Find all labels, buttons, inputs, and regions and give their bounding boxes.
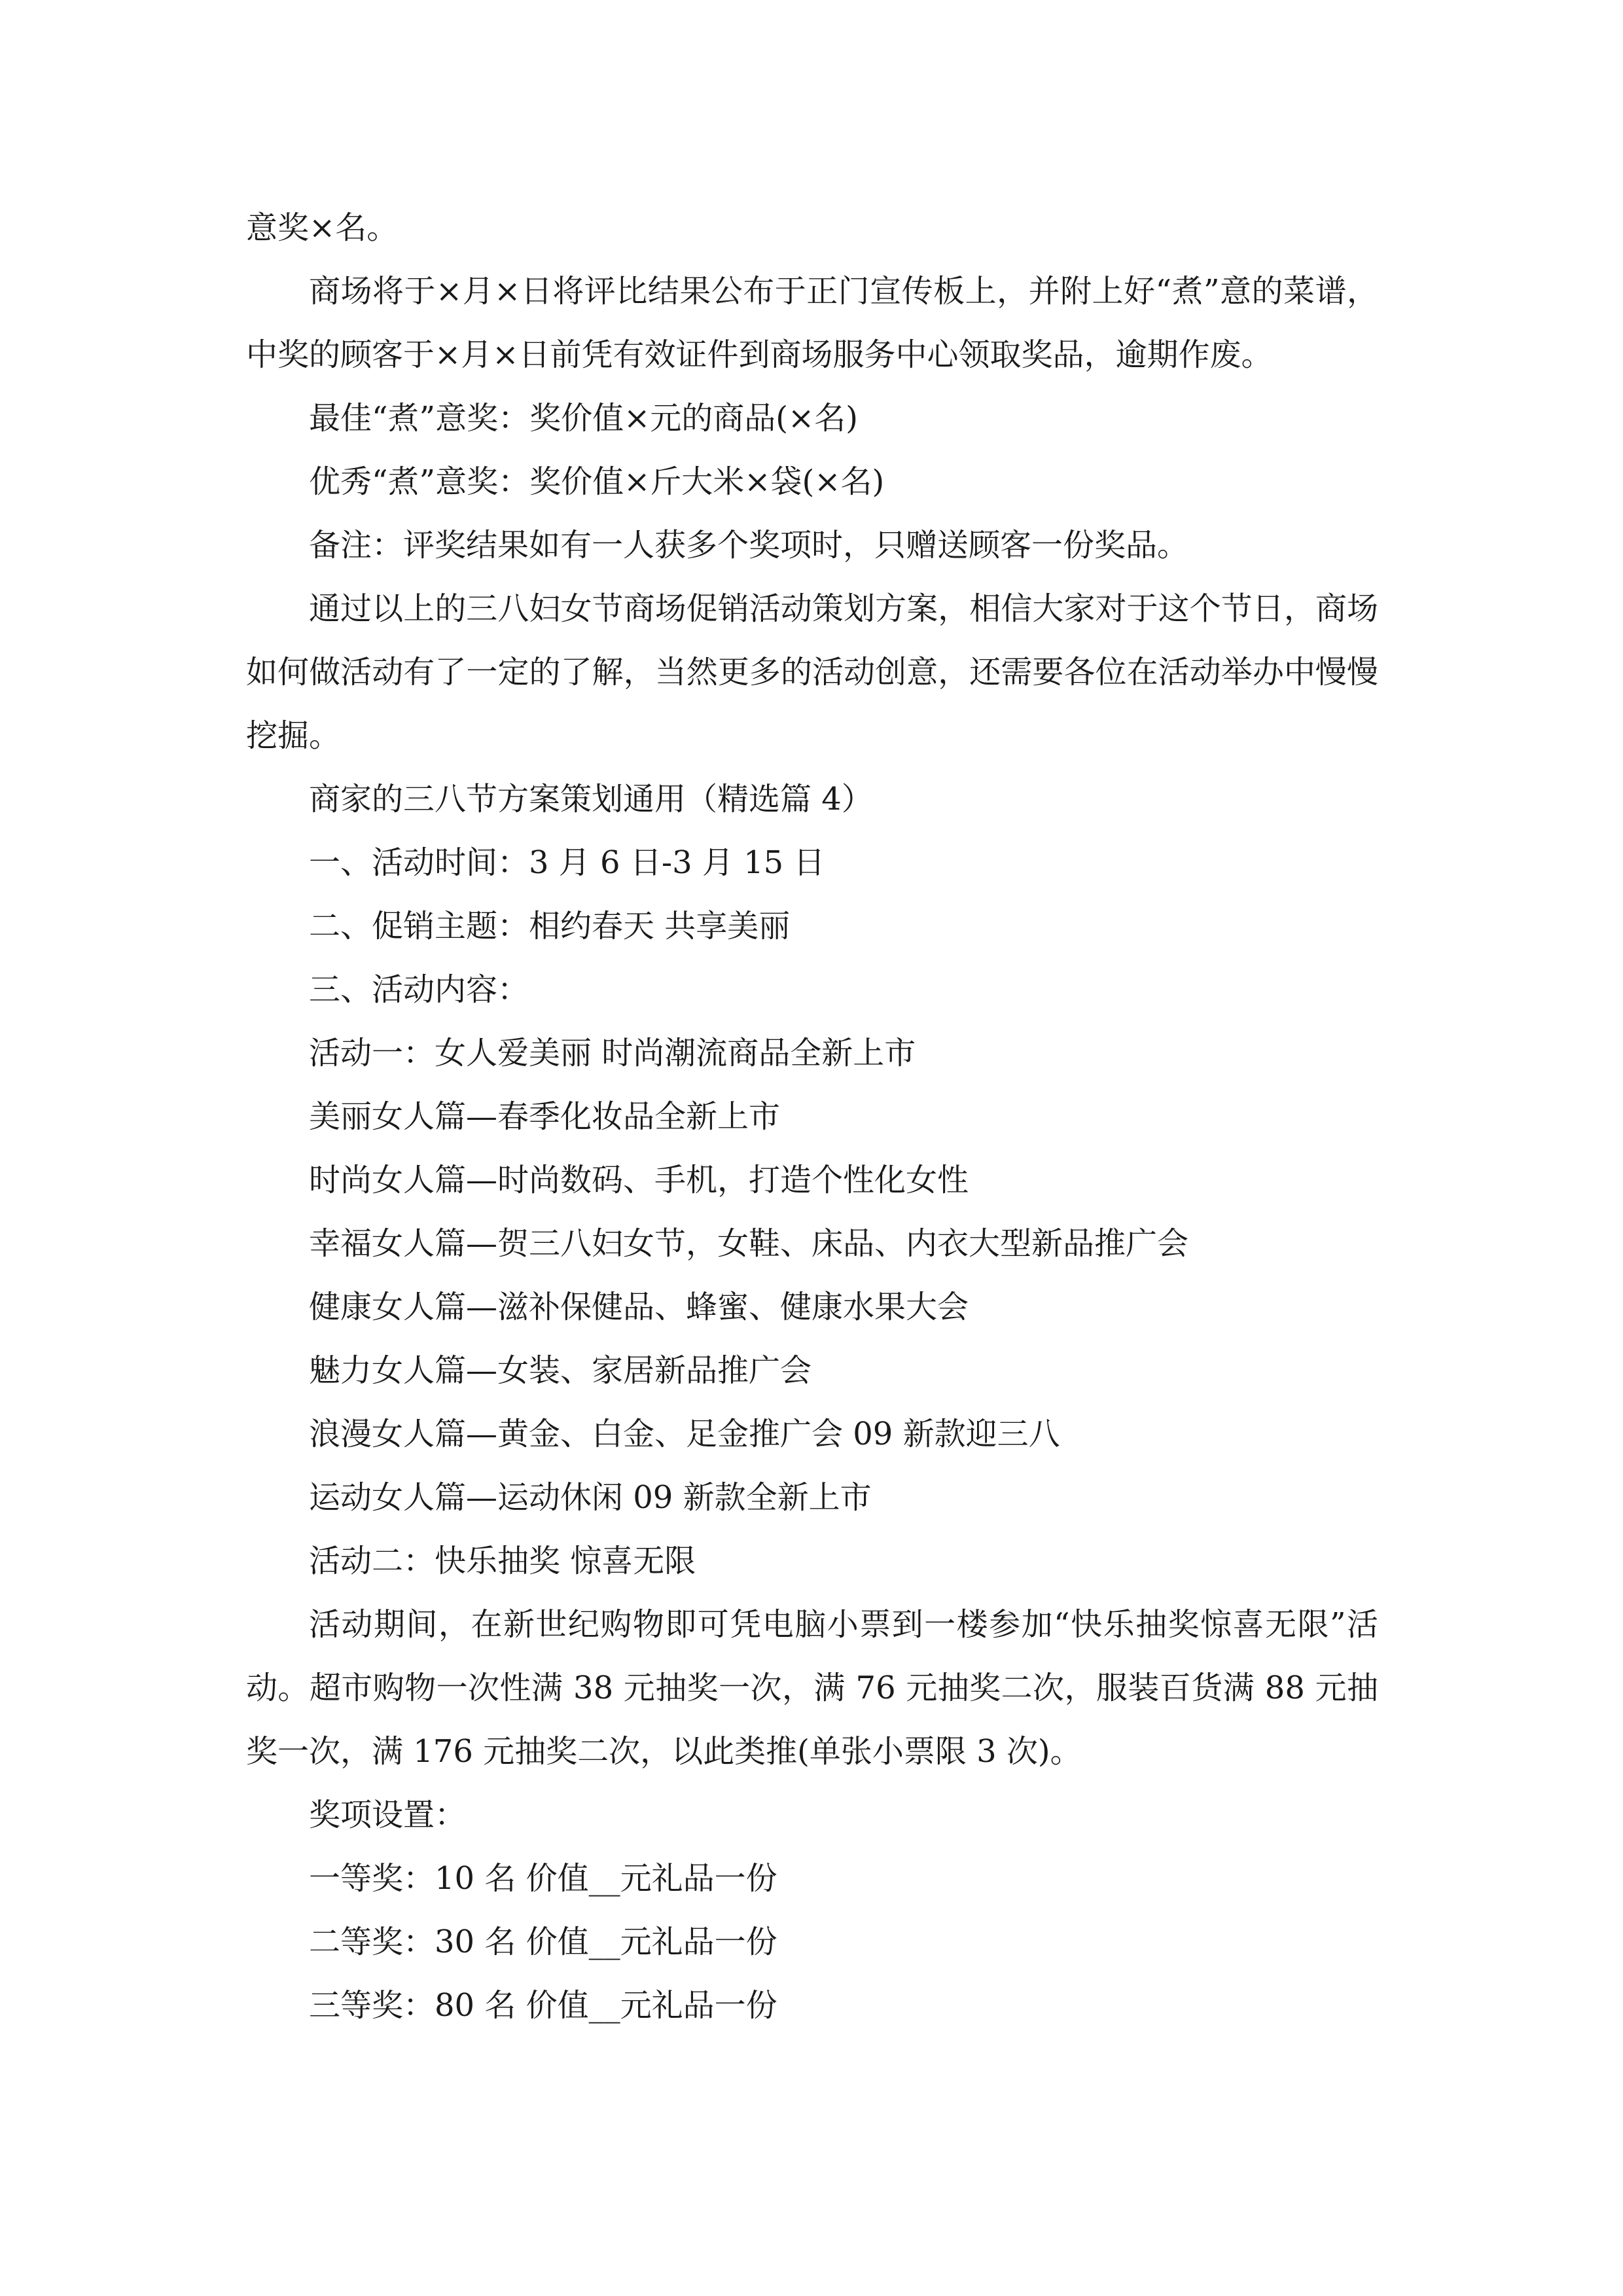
- paragraph-announcement: 商场将于×月×日将评比结果公布于正门宣传板上，并附上好“煮”意的菜谱，中奖的顾客于×月×日前凭有效证件到商场服务中心领取奖品，逾期作废。: [246, 273, 1378, 373]
- list-item-second-prize: 二等奖：30 名 价值__元礼品一份: [309, 1924, 777, 1960]
- paragraph-activity-two: 活动二：快乐抽奖 惊喜无限: [309, 1543, 696, 1579]
- list-item-romance: 浪漫女人篇—黄金、白金、足金推广会 09 新款迎三八: [309, 1416, 1060, 1452]
- paragraph-activity-time: 一、活动时间：3 月 6 日-3 月 15 日: [309, 844, 825, 881]
- paragraph-lottery-rules: 活动期间，在新世纪购物即可凭电脑小票到一楼参加“快乐抽奖惊喜无限”活动。超市购物一次性满 38 元抽奖一次，满 76 元抽奖二次，服装百货满 88 元抽奖一次，满 176 元抽奖二次，以此类推(单张小票限 3 次)。: [246, 1606, 1378, 1770]
- paragraph-summary: 通过以上的三八妇女节商场促销活动策划方案，相信大家对于这个节日，商场如何做活动有了一定的了解，当然更多的活动创意，还需要各位在活动举办中慢慢挖掘。: [246, 590, 1378, 754]
- list-item-first-prize: 一等奖：10 名 价值__元礼品一份: [309, 1860, 777, 1897]
- list-item-beauty: 美丽女人篇—春季化妆品全新上市: [309, 1098, 781, 1135]
- paragraph-activity-content: 三、活动内容：: [309, 971, 529, 1008]
- list-item-sport: 运动女人篇—运动休闲 09 新款全新上市: [309, 1479, 872, 1516]
- list-item-charm: 魅力女人篇—女装、家居新品推广会: [309, 1352, 812, 1389]
- paragraph-excellent-award: 优秀“煮”意奖：奖价值×斤大米×袋(×名): [309, 463, 885, 500]
- list-item-health: 健康女人篇—滋补保健品、蜂蜜、健康水果大会: [309, 1289, 969, 1325]
- paragraph-promo-theme: 二、促销主题：相约春天 共享美丽: [309, 908, 791, 944]
- document-body: [246, 196, 1378, 2037]
- paragraph-prize-settings: 奖项设置：: [309, 1797, 467, 1833]
- paragraph-award-name-tail: 意奖×名。: [246, 209, 399, 246]
- list-item-third-prize: 三等奖：80 名 价值__元礼品一份: [309, 1987, 777, 2024]
- list-item-fashion: 时尚女人篇—时尚数码、手机，打造个性化女性: [309, 1162, 969, 1198]
- paragraph-note: 备注：评奖结果如有一人获多个奖项时，只赠送顾客一份奖品。: [309, 527, 1189, 564]
- list-item-happiness: 幸福女人篇—贺三八妇女节，女鞋、床品、内衣大型新品推广会: [309, 1225, 1189, 1262]
- paragraph-activity-one: 活动一：女人爱美丽 时尚潮流商品全新上市: [309, 1035, 916, 1071]
- paragraph-best-award: 最佳“煮”意奖：奖价值×元的商品(×名): [309, 400, 858, 437]
- section-heading: 商家的三八节方案策划通用（精选篇 4）: [309, 781, 873, 817]
